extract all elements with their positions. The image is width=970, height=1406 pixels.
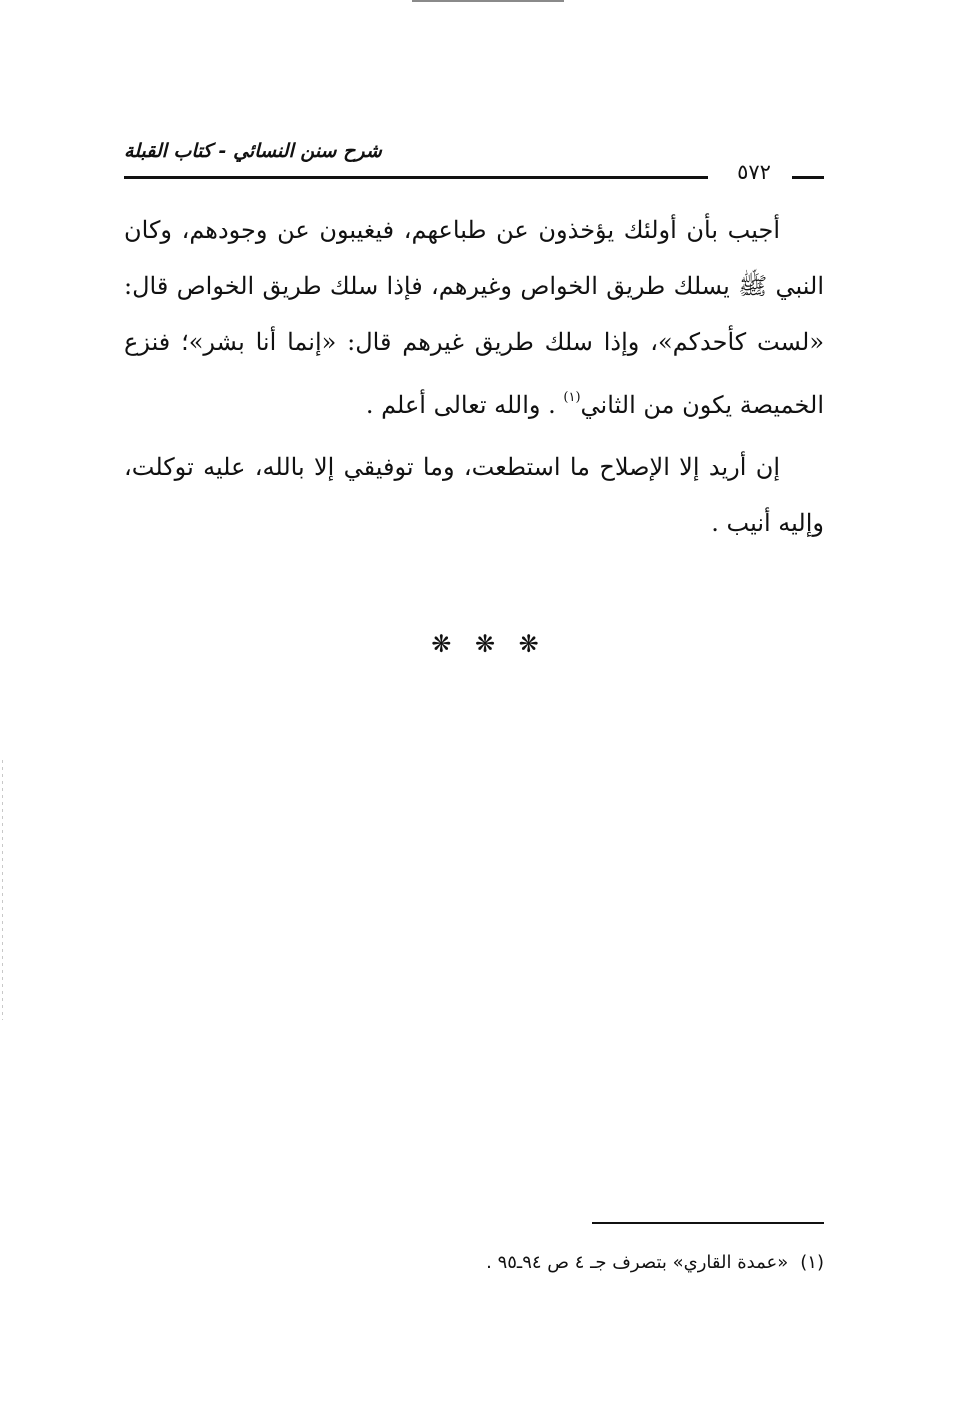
- paragraph: [124, 439, 824, 551]
- footnote-marker[interactable]: (١): [563, 390, 581, 405]
- footnote: [124, 1248, 824, 1278]
- paragraph-tail: . والله تعالى أعلم .: [365, 391, 564, 419]
- paragraph-text: أجيب بأن أولئك يؤخذون عن طباعهم، فيغيبون عن وجودهم، وكان النبي ﷺ يسلك طريق الخواص وغيرهم، فإذا سلك طريق الخواص قال: «لست كأحدكم»، وإذا سلك طريق غيرهم قال: «إنما أنا بشر»؛ فنزع الخميصة يكون من الثاني: [124, 216, 824, 419]
- top-edge-rule: [412, 0, 564, 2]
- footnote-number: (١): [800, 1252, 824, 1273]
- section-ornament: ❋ ❋ ❋: [431, 630, 539, 658]
- footnote-text: «عمدة القاري» بتصرف جـ ٤ ص ٩٤ـ٩٥ .: [486, 1252, 789, 1273]
- header-rule: [124, 176, 708, 179]
- page-number: ٥٧٢: [737, 160, 771, 184]
- page-number-dash: [792, 176, 824, 179]
- running-header: [124, 136, 824, 196]
- scan-edge-mark: [2, 760, 3, 1020]
- running-header-title: شرح سنن النسائي - كتاب القبلة: [124, 140, 382, 162]
- paragraph: [124, 202, 824, 433]
- body-text: [124, 202, 824, 557]
- footnote-rule: [592, 1222, 824, 1224]
- paragraph-text: إن أريد إلا الإصلاح ما استطعت، وما توفيقي إلا بالله، عليه توكلت، وإليه أنيب .: [124, 453, 824, 537]
